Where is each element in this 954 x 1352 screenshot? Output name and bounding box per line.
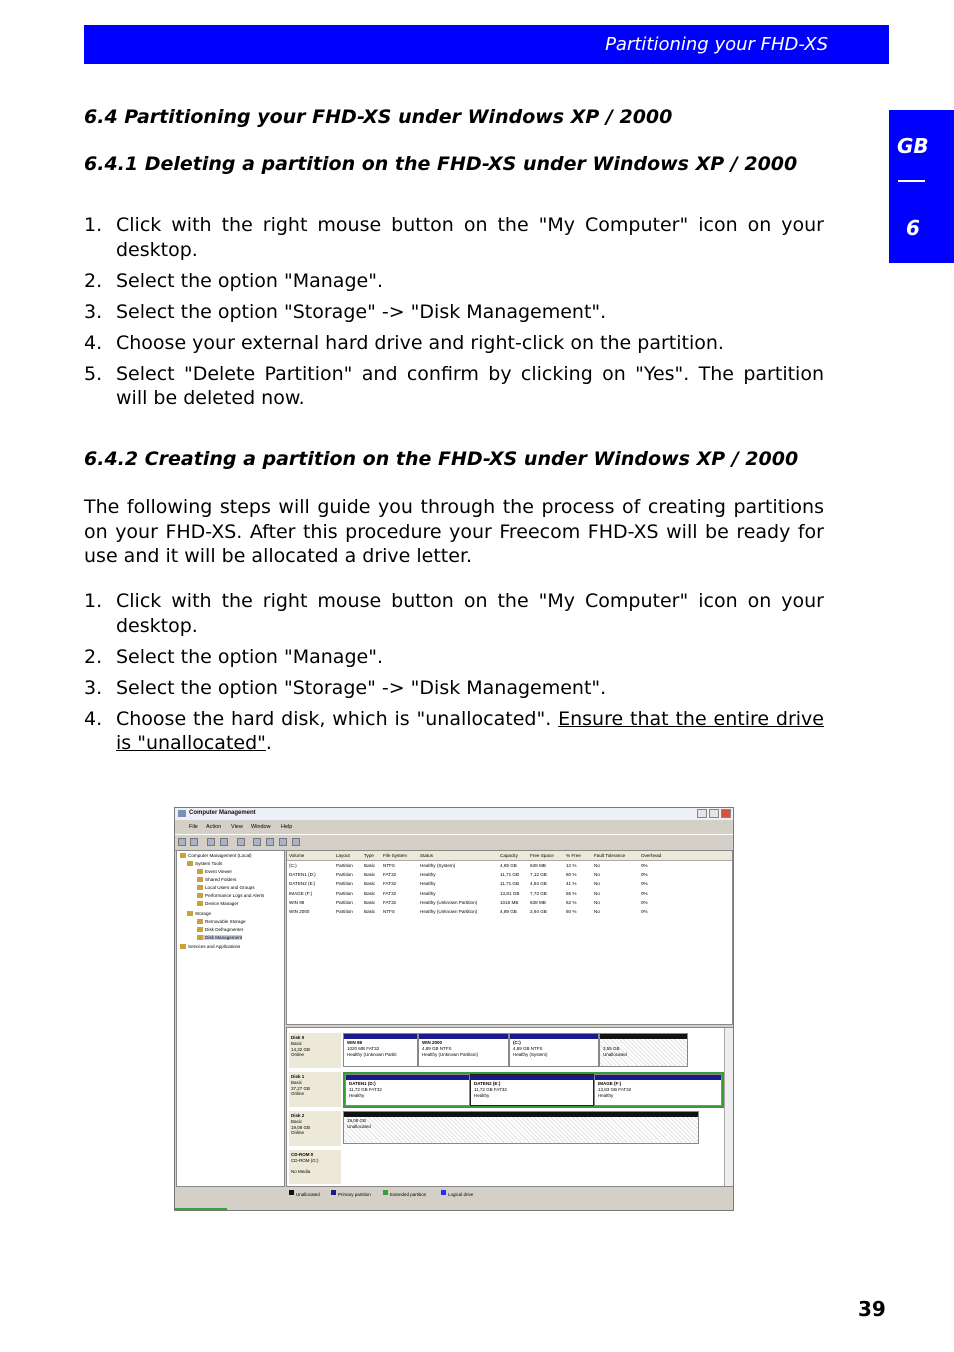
tree-item[interactable]: System Tools — [187, 861, 222, 866]
volume-cell: Basic — [364, 872, 376, 878]
volume-cell: 62 % — [566, 899, 577, 905]
tree-item[interactable]: Event Viewer — [197, 869, 232, 874]
volume-cell: FAT32 — [383, 872, 397, 878]
list-item: 1. Click with the right mouse button on the "My Computer" icon on your desktop. — [84, 590, 824, 637]
disk-label[interactable]: Disk 0 Basic 14,32 GB Online — [289, 1033, 341, 1068]
menu-bar — [175, 821, 733, 833]
minimize-icon[interactable] — [697, 809, 707, 818]
partition[interactable]: DATEN1 (D:) 11,72 GB FAT32 Healthy — [345, 1074, 470, 1106]
volume-cell: 0% — [641, 899, 648, 905]
disk-map — [286, 1027, 733, 1187]
list-item: 5. Select "Delete Partition" and confirm by clicking on "Yes". The partition will be deleted now. — [84, 362, 824, 409]
language-label: GB — [897, 134, 929, 158]
list-item: 2. Select the option "Manage". — [84, 645, 383, 668]
partition[interactable]: WIN 98 1020 MB FAT32 Healthy (Unknown Partiti — [343, 1033, 418, 1067]
header-bar — [84, 25, 889, 64]
tree-item[interactable]: Device Manager — [197, 901, 238, 906]
status-strip — [175, 1208, 227, 1211]
volume-cell: Partition — [336, 863, 353, 868]
section-heading-6-4-2: 6.4.2 Creating a partition on the FHD-XS under Windows XP / 2000 — [84, 448, 799, 470]
volume-cell: 0% — [641, 881, 648, 887]
menu-view[interactable]: View — [231, 824, 243, 830]
list-item: 4. Choose your external hard drive and right-click on the partition. — [84, 331, 724, 354]
volume-cell: 4,89 GB — [500, 863, 517, 868]
volume-cell: 60 % — [566, 872, 577, 878]
title-bar — [175, 808, 733, 820]
menu-help[interactable]: Help — [281, 824, 293, 830]
volume-cell: Healthy — [420, 890, 436, 896]
volume-cell: No — [594, 863, 600, 868]
volume-cell: Healthy (Unknown Partition) — [420, 899, 478, 905]
partition[interactable]: (C:) 4,89 GB NTFS Healthy (System) — [509, 1033, 599, 1067]
volume-cell: Partition — [336, 881, 353, 887]
volume-cell: 4,89 GB — [500, 909, 517, 914]
volume-cell: Healthy (Unknown Partition) — [420, 909, 478, 914]
console-tree — [176, 850, 285, 1187]
volume-cell: FAT32 — [383, 890, 397, 896]
partition[interactable]: WIN 2000 4,89 GB NTFS Healthy (Unknown Partition) — [418, 1033, 509, 1067]
menu-file[interactable]: File — [189, 824, 198, 830]
volume-list-header: Volume Layout Type File System Status Capacity Free Space % Free Fault Tolerance Overhead — [287, 851, 732, 861]
volume-cell: No — [594, 899, 600, 905]
legend-item: Logical drive — [441, 1190, 448, 1195]
window-title: Computer Management — [189, 810, 256, 816]
tree-item[interactable]: Storage — [187, 911, 211, 916]
list-item: 1. Click with the right mouse button on the "My Computer" icon on your desktop. — [84, 214, 824, 261]
volume-cell: 638 MB — [530, 899, 546, 905]
volume-cell: No — [594, 872, 600, 878]
settings-icon[interactable] — [292, 838, 300, 846]
volume-cell: No — [594, 881, 600, 887]
volume-name[interactable]: DATEN1 (D:) — [289, 872, 316, 878]
section-heading-6-4-1: 6.4.1 Deleting a partition on the FHD-XS under Windows XP / 2000 — [84, 153, 798, 175]
menu-action[interactable]: Action — [206, 824, 222, 830]
tree-item[interactable]: Local Users and Groups — [197, 885, 255, 890]
volume-cell: 7,12 GB — [530, 872, 547, 878]
volume-cell: Basic — [364, 890, 376, 896]
partition-unallocated[interactable]: 3,55 GB Unallocated — [599, 1033, 688, 1067]
volume-cell: Partition — [336, 909, 353, 914]
volume-cell: 13,81 GB — [500, 890, 520, 896]
legend-item: Primary partition — [331, 1190, 338, 1195]
volume-name[interactable]: DATEN2 (E:) — [289, 881, 316, 887]
computer-management-screenshot — [174, 807, 734, 1211]
volume-cell: Basic — [364, 881, 376, 887]
list-item: 2. Select the option "Manage". — [84, 269, 383, 292]
volume-cell: 4,84 GB — [530, 881, 547, 887]
volume-list — [286, 850, 733, 1025]
up-icon[interactable] — [207, 838, 215, 846]
cdrom-label[interactable]: CD-ROM 0 CD-ROM (G:) No Media — [289, 1150, 341, 1184]
list-item: 4. Choose the hard disk, which is "unallocated". Ensure that the entire drive is "unallocated". — [84, 707, 824, 754]
volume-cell: NTFS — [383, 863, 395, 868]
volume-cell: 2,94 GB — [530, 909, 547, 914]
volume-cell: 0% — [641, 890, 648, 896]
volume-cell: No — [594, 890, 600, 896]
emphasis-note: Ensure that the entire drive is "unallocated" — [116, 707, 824, 754]
close-icon[interactable] — [721, 809, 731, 818]
volume-cell: 11,71 GB — [500, 872, 520, 878]
volume-cell: Partition — [336, 890, 353, 896]
disk-label[interactable]: Disk 2 Basic 19,08 GB Online — [289, 1111, 341, 1146]
volume-cell: FAT32 — [383, 899, 397, 905]
volume-cell: Basic — [364, 863, 376, 868]
volume-cell: FAT32 — [383, 881, 397, 887]
volume-name[interactable]: IMAGE (F:) — [289, 890, 313, 896]
volume-name[interactable]: (C:) — [289, 863, 297, 868]
intro-paragraph: The following steps will guide you through the process of creating partitions on your FHD-XS. After this procedure your Freecom FHD-XS will be ready for use and it will be allocated a drive letter. — [84, 496, 824, 567]
tree-item[interactable]: Disk Defragmenter — [197, 927, 243, 932]
page-number: 39 — [858, 1297, 886, 1321]
refresh-icon[interactable] — [237, 838, 245, 846]
partition[interactable]: DATEN2 (E:) 11,72 GB FAT32 Healthy — [470, 1074, 594, 1106]
volume-cell: Partition — [336, 872, 353, 878]
chapter-number: 6 — [906, 216, 920, 240]
volume-cell: Partition — [336, 899, 353, 905]
delete-steps-list — [84, 213, 824, 417]
app-icon — [178, 810, 186, 817]
volume-cell: No — [594, 909, 600, 914]
disk-map-scrollbar[interactable] — [724, 1028, 733, 1186]
volume-cell: 0% — [641, 872, 648, 878]
partition-unallocated[interactable]: 19,08 GB Unallocated — [343, 1111, 699, 1144]
volume-name[interactable]: WIN 98 — [289, 899, 305, 905]
tree-item-selected[interactable]: Disk Management — [197, 935, 242, 940]
volume-cell: Healthy (System) — [420, 863, 456, 868]
tree-item[interactable]: Shared Folders — [197, 877, 236, 882]
volume-name[interactable]: WIN 2000 — [289, 909, 310, 914]
menu-window[interactable]: Window — [251, 824, 271, 830]
maximize-icon[interactable] — [709, 809, 719, 818]
help-icon[interactable] — [266, 838, 274, 846]
legend-item: Unallocated — [289, 1190, 296, 1195]
legend — [286, 1188, 733, 1198]
volume-cell: Healthy — [420, 872, 436, 878]
toolbar — [175, 834, 733, 851]
tab-divider — [898, 180, 925, 182]
volume-cell: 55 % — [566, 890, 577, 896]
volume-cell: NTFS — [383, 909, 395, 914]
volume-cell: 7,73 GB — [530, 890, 547, 896]
volume-cell: 1016 MB — [500, 899, 519, 905]
list-item: 3. Select the option "Storage" -> "Disk Management". — [84, 300, 607, 323]
list-item: 3. Select the option "Storage" -> "Disk Management". — [84, 676, 607, 699]
volume-cell: 0% — [641, 863, 648, 868]
properties-icon[interactable] — [220, 838, 228, 846]
header-title: Partitioning your FHD-XS — [605, 34, 828, 55]
volume-cell: 638 MB — [530, 863, 546, 868]
partition[interactable]: IMAGE (F:) 13,83 GB FAT32 Healthy — [594, 1074, 722, 1106]
volume-cell: Basic — [364, 909, 376, 914]
volume-cell: 12 % — [566, 863, 577, 868]
disk-label[interactable]: Disk 1 Basic 37,27 GB Online — [289, 1072, 341, 1107]
volume-cell: 41 % — [566, 881, 577, 887]
export-icon[interactable] — [253, 838, 261, 846]
tree-item[interactable]: Computer Management (Local) — [180, 853, 252, 858]
tree-item[interactable]: Removable Storage — [197, 919, 246, 924]
tree-item[interactable]: Services and Applications — [180, 944, 240, 949]
legend-item: Extended partition — [383, 1190, 390, 1195]
create-steps-list — [84, 589, 824, 762]
back-icon[interactable] — [178, 838, 186, 846]
view-icon[interactable] — [279, 838, 287, 846]
chapter-tab — [889, 110, 954, 263]
volume-cell: Healthy — [420, 881, 436, 887]
volume-cell: 11,71 GB — [500, 881, 520, 887]
forward-icon[interactable] — [190, 838, 198, 846]
volume-cell: 0% — [641, 909, 648, 914]
tree-item[interactable]: Performance Logs and Alerts — [197, 893, 264, 898]
section-heading-6-4: 6.4 Partitioning your FHD-XS under Windows XP / 2000 — [84, 106, 673, 128]
volume-cell: Basic — [364, 899, 376, 905]
volume-cell: 60 % — [566, 909, 577, 914]
